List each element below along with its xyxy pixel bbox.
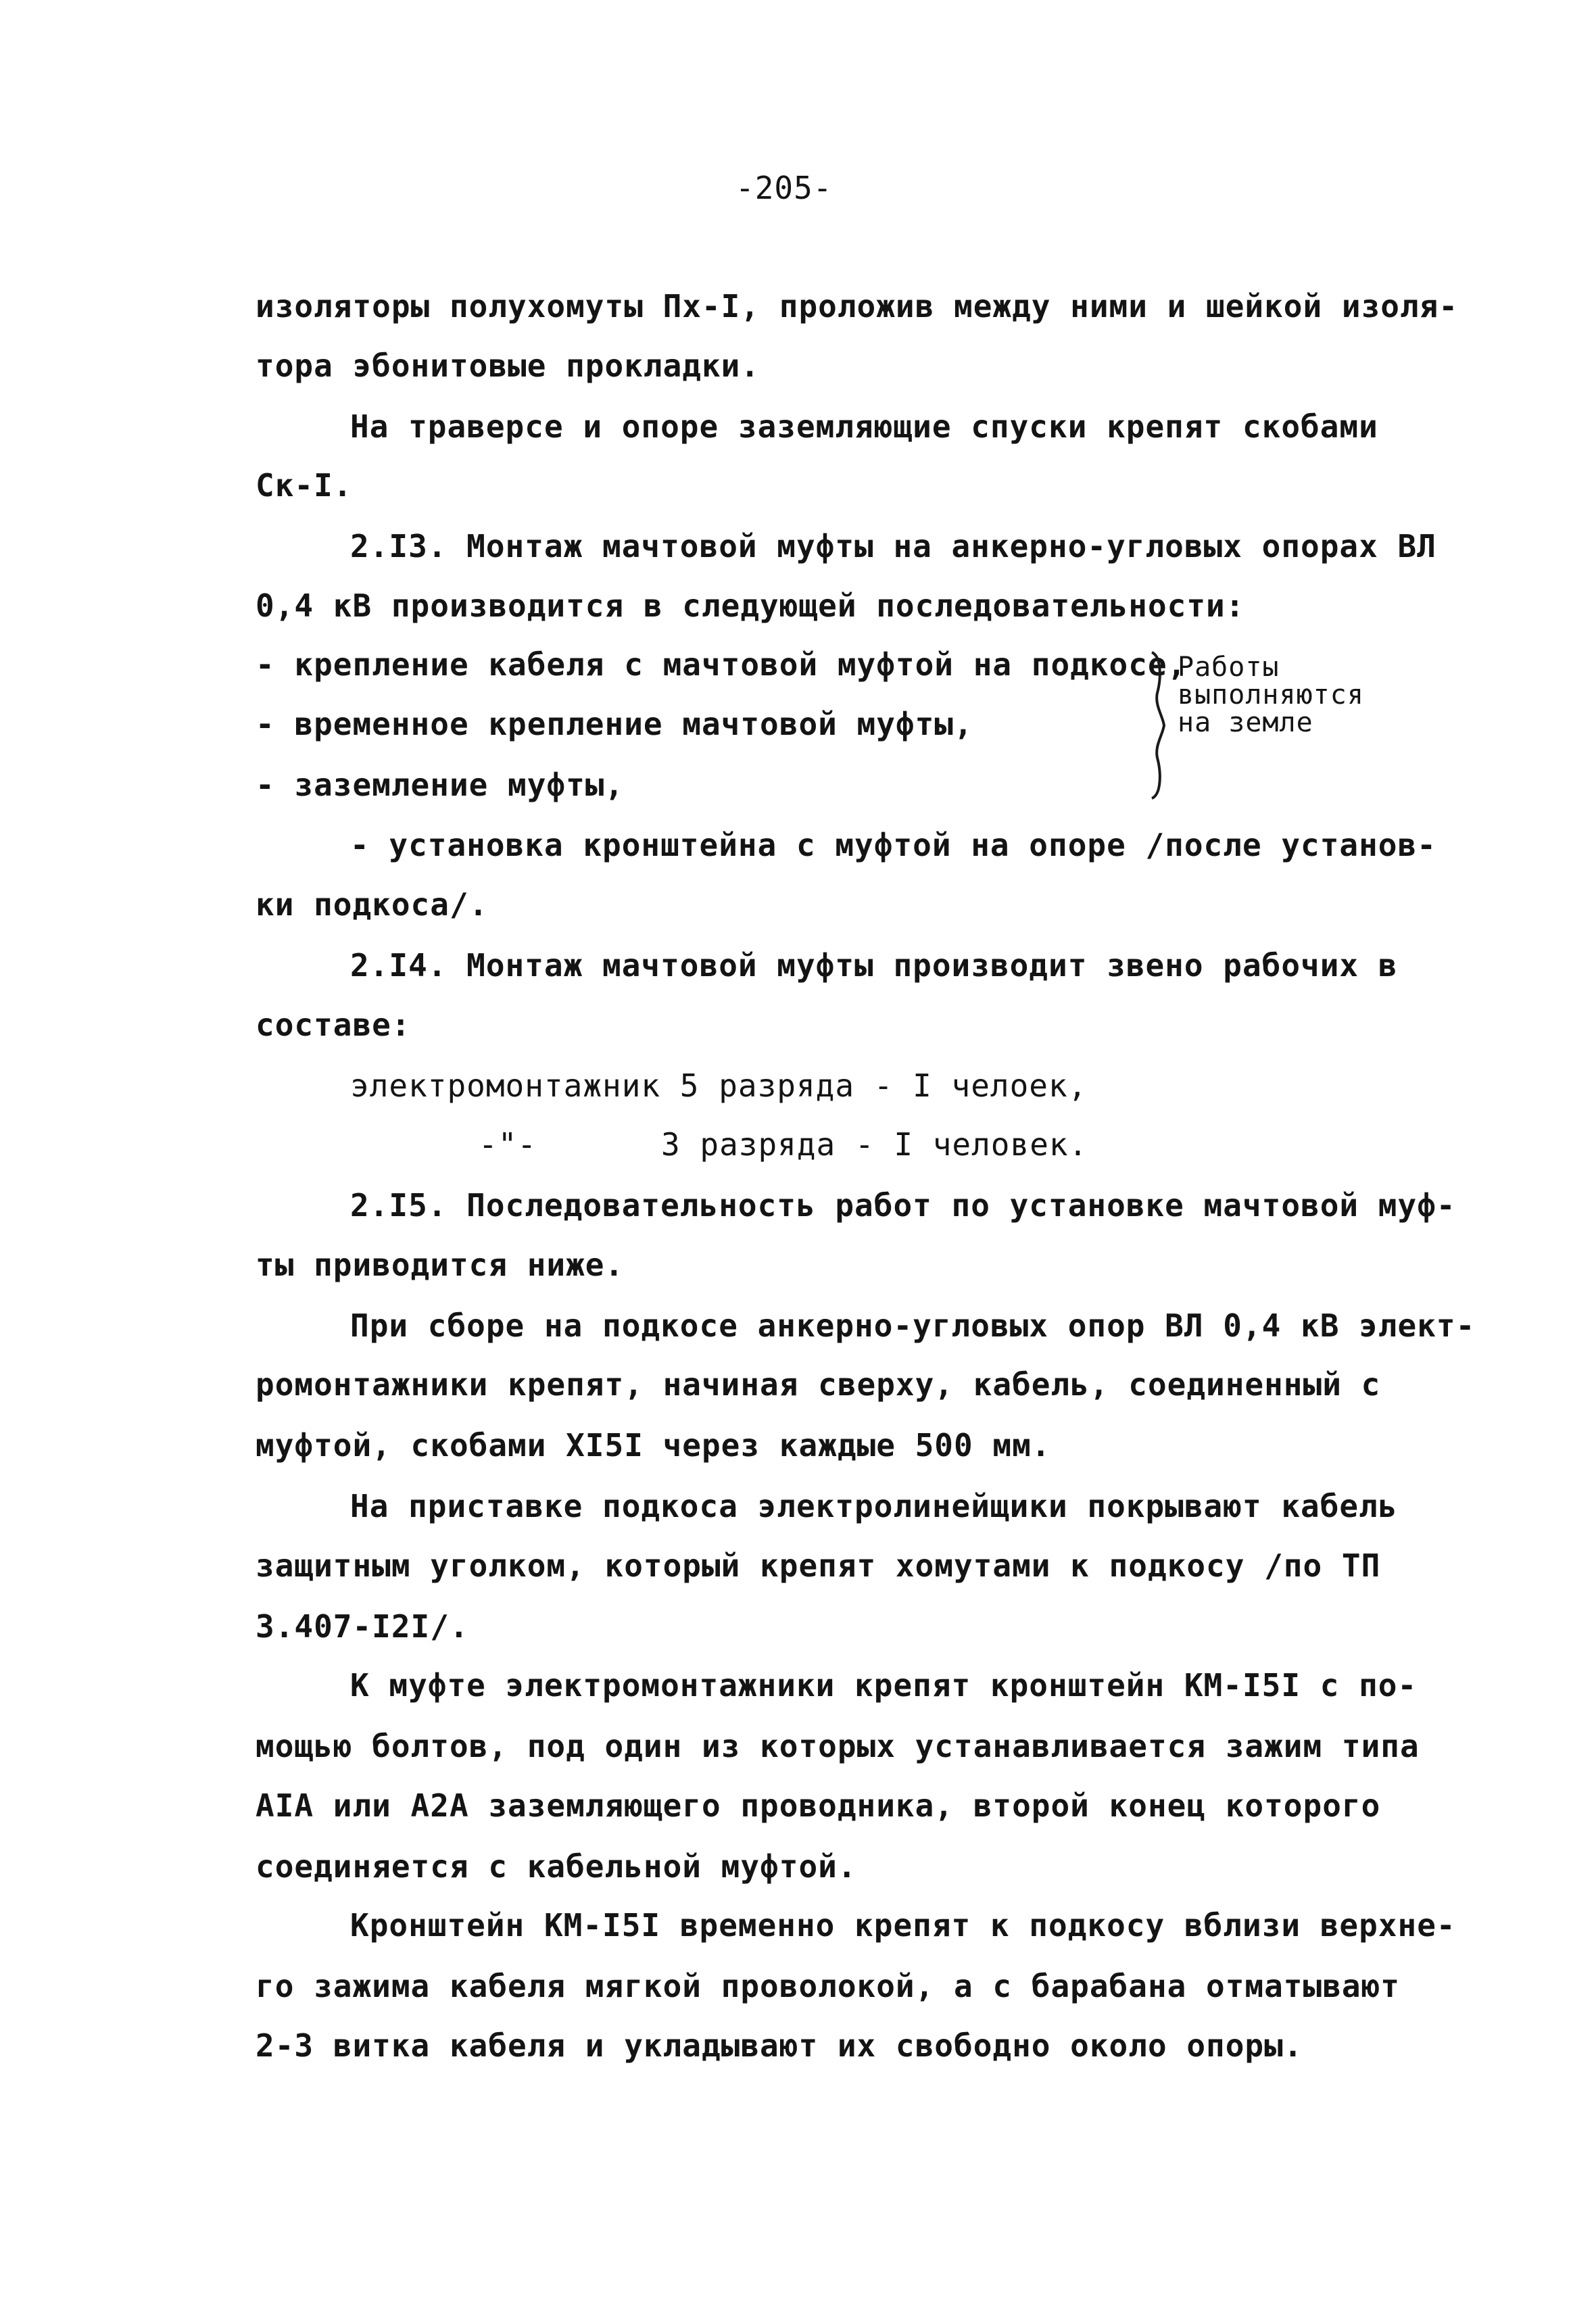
text-line: - установка кронштейна с муфтой на опоре /после установ- — [350, 827, 1436, 863]
text-line: составе: — [256, 1007, 411, 1043]
text-line: изоляторы полухомуты Пх-I, проложив между ними и шейкой изоля- — [256, 288, 1459, 324]
text-line: 2-3 витка кабеля и укладывают их свободно около опоры. — [256, 2027, 1303, 2064]
text-line: ки подкоса/. — [256, 886, 489, 923]
text-line: муфтой, скобами XI5I через каждые 500 мм. — [256, 1427, 1051, 1464]
list-item: - крепление кабеля с мачтовой муфтой на подкосе, — [256, 646, 1187, 683]
text-line: 3 разряда - I человек. — [661, 1126, 1088, 1163]
list-item: - временное крепление мачтовой муфты, — [256, 706, 973, 742]
page-number: -205- — [735, 170, 833, 206]
side-note-line: выполняются — [1178, 679, 1364, 710]
text-line: На приставке подкоса электролинейщики покрывают кабель — [350, 1488, 1398, 1524]
brace-icon — [1149, 651, 1167, 800]
list-item: - заземление муфты, — [256, 767, 625, 803]
text-line: 2.I4. Монтаж мачтовой муфты производит звено рабочих в — [350, 947, 1398, 984]
ditto-mark: -"- — [479, 1126, 537, 1163]
side-note-line: на земле — [1178, 707, 1313, 738]
text-line: го зажима кабеля мягкой проволокой, а с барабана отматывают — [256, 1968, 1400, 2004]
text-line: мощью болтов, под один из которых устанавливается зажим типа — [256, 1728, 1420, 1764]
text-line: ты приводится ниже. — [256, 1247, 625, 1283]
text-line: тора эбонитовые прокладки. — [256, 347, 760, 384]
text-line: электромонтажник 5 разряда - I челоек, — [350, 1067, 1088, 1104]
text-line: соединяется с кабельной муфтой. — [256, 1848, 857, 1885]
text-line: защитным уголком, который крепят хомутами к подкосу /по ТП — [256, 1547, 1381, 1584]
text-line: ромонтажники крепят, начиная сверху, кабель, соединенный с — [256, 1366, 1381, 1403]
text-line: Кронштейн КМ-I5I временно крепят к подкосу вблизи верхне- — [350, 1907, 1456, 1944]
text-line: Ск-I. — [256, 467, 353, 504]
text-line: При сборе на подкосе анкерно-угловых опор ВЛ 0,4 кВ элект- — [350, 1307, 1476, 1344]
text-line: На траверсе и опоре заземляющие спуски крепят скобами — [350, 408, 1378, 445]
text-line: К муфте электромонтажники крепят кронштейн КМ-I5I с по- — [350, 1667, 1418, 1704]
text-line: 0,4 кВ производится в следующей последовательности: — [256, 587, 1245, 624]
text-line: 3.407-I2I/. — [256, 1608, 469, 1645]
text-line: 2.I5. Последовательность работ по установке мачтовой муф- — [350, 1187, 1456, 1224]
text-line: 2.I3. Монтаж мачтовой муфты на анкерно-угловых опорах ВЛ — [350, 528, 1436, 564]
text-line: АIА или А2А заземляющего проводника, второй конец которого — [256, 1787, 1381, 1824]
side-note-line: Работы — [1178, 652, 1280, 683]
